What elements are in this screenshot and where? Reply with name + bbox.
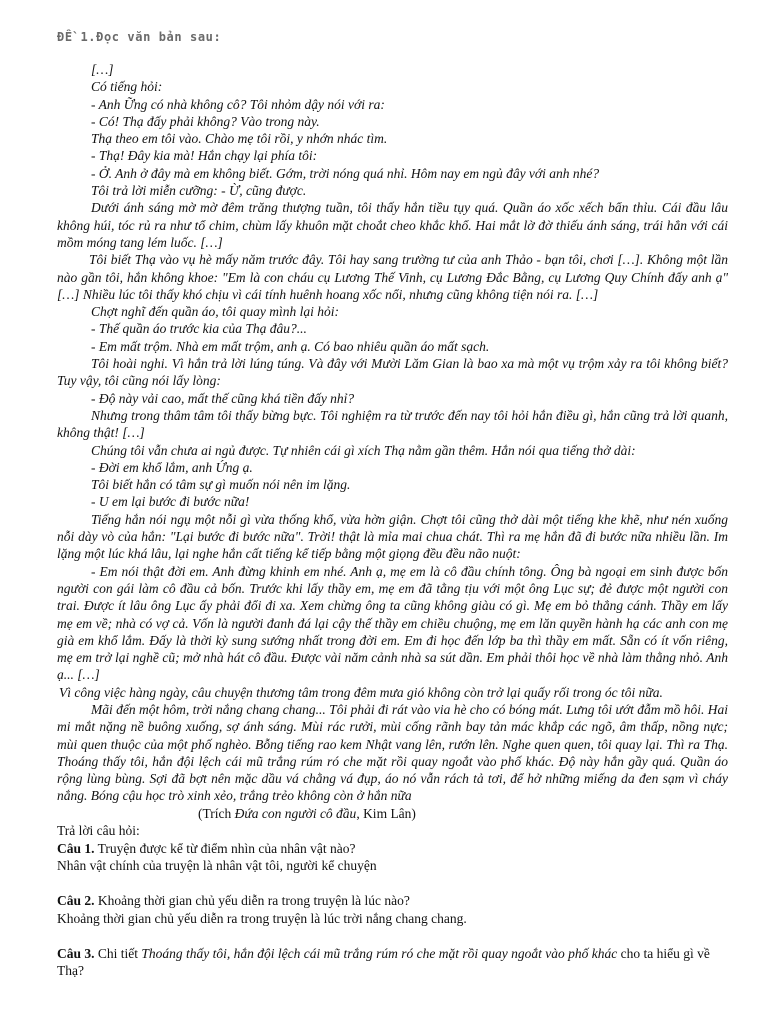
story-paragraph: - Ở. Anh ở đây mà em không biết. Gớm, trời nóng quá nhỉ. Hôm nay em ngủ đây với anh nhé? (91, 165, 600, 181)
questions-section (57, 822, 728, 980)
question-2 (57, 892, 728, 910)
answer-2: Khoảng thời gian chủ yếu diễn ra trong truyện là lúc trời nắng chang chang. (57, 910, 467, 926)
story-paragraph: Có tiếng hỏi: (91, 79, 163, 95)
story-paragraph: Tôi trả lời miễn cưỡng: - Ừ, cũng được. (91, 183, 307, 199)
story-paragraph: Nhưng trong thâm tâm tôi thấy bừng bực. Tôi nghiệm ra từ trước đến nay tôi hỏi hắn điều gì, hắn cũng trả lời quanh, không thật! […] (57, 407, 728, 441)
questions-intro: Trả lời câu hỏi: (57, 823, 140, 839)
citation-close: , Kim Lân) (356, 805, 416, 821)
question-1-text: Truyện được kể từ điểm nhìn của nhân vật nào? (94, 840, 356, 856)
story-paragraph: Mãi đến một hôm, trời nắng chang chang... Tôi phải đi rát vào via hè cho có bóng mát. Lưng tôi ướt đẫm mồ hôi. Hai mi mắt nặng nề buông xuống, sợ ánh sáng. Mùi rác rưởi, mùi cống rãnh bay tản mác khắp các ngõ, âm thấp, nồng nực; mùi quen thuộc của một phố nghèo. Bỗng tiếng rao kem Nhật vang lên, rướn lên. Nghe quen quen, tôi quay lại. Thì ra Thạ. Thoáng thấy tôi, hắn đội lệch cái mũ trắng rúm ró che mặt rồi quay ngoắt vào phố khác. Độ này hắn gầy quá. Quần áo rộng lùng bùng. Sợi đã bợt nên mặc dầu vá chằng vá đụp, áo nó vẫn rách tả tơi, để hở những miếng da đen sạm vì cháy nắng. Bóng cậu học trò xinh xẻo, trắng trẻo không còn ở hắn nữa (57, 701, 728, 804)
question-3-post: cho ta hiểu gì về Thạ? (57, 945, 710, 979)
question-3 (57, 945, 728, 980)
story-paragraph: - U em lại bước đi bước nữa! (91, 494, 250, 510)
story-paragraph: - Thạ! Đây kia mà! Hắn chạy lại phía tôi: (91, 148, 318, 164)
question-3-pre: Chi tiết (94, 945, 142, 961)
story-paragraph: - Em mất trộm. Nhà em mất trộm, anh ạ. Có bao nhiêu quần áo mất sạch. (91, 338, 490, 354)
question-2-text: Khoảng thời gian chủ yếu diễn ra trong truyện là lúc nào? (94, 893, 410, 909)
spacer (57, 927, 728, 945)
story-paragraph: Chúng tôi vẫn chưa ai ngủ được. Tự nhiên cái gì xích Thạ nằm gần thêm. Hắn nói qua tiếng thở dài: (91, 442, 636, 458)
story-paragraph: Vì công việc hàng ngày, câu chuyện thương tâm trong đêm mưa gió không còn trở lại quấy rối trong óc tôi nữa. (59, 684, 663, 700)
story-paragraph: Tôi biết Thạ vào vụ hè mấy năm trước đây. Tôi hay sang trường tư của anh Thảo - bạn tôi, chơi […]. Không một lần nào gần tôi, hắn không khoe: "Em là con cháu cụ Lương Thế Vinh, cụ Lương Đắc Bằng, cụ Lương Quy Chính đấy anh ạ" […] Nhiều lúc tôi thấy khó chịu vì cái tính huênh hoang xốc nổi, nhưng cũng không tiện nói ra. […] (57, 252, 728, 302)
question-2-number: Câu 2. (57, 893, 95, 909)
answer-1: Nhân vật chính của truyện là nhân vật tôi, người kể chuyện (57, 858, 377, 874)
question-1 (57, 840, 728, 858)
story-excerpt (57, 61, 728, 805)
story-paragraph: Tôi hoài nghi. Vì hắn trả lời lúng túng. Và đây với Mười Lăm Gian là bao xa mà một vụ trộm xảy ra tôi không biết? Tuy vậy, tôi cũng nói lấy lòng: (57, 356, 728, 389)
story-paragraph: - Độ này vải cao, mất thế cũng khá tiền đấy nhỉ? (91, 390, 355, 406)
spacer (57, 875, 728, 893)
question-3-number: Câu 3. (57, 945, 95, 961)
story-paragraph: Thạ theo em tôi vào. Chào mẹ tôi rồi, y nhớn nhác tìm. (91, 131, 388, 147)
story-paragraph: […] (91, 62, 114, 77)
story-paragraph: - Thế quần áo trước kia của Thạ đâu?... (91, 321, 307, 337)
citation-title: Đứa con người cô đầu (234, 805, 357, 821)
story-paragraph: Tôi biết hắn có tâm sự gì muốn nói nên im lặng. (91, 477, 351, 493)
story-paragraph: - Em nói thật đời em. Anh đừng khinh em nhé. Anh ạ, mẹ em là cô đầu chính tông. Ông bà ngoại em sinh được bốn người con gái làm cô đầu cả bốn. Trước khi lấy thầy em, mẹ em đã tằng tịu với một ông Lục sự; đẻ được một người con trai. Được ít lâu ông Lục ấy phải đổi đi xa. Xem chừng ông ta cũng không giàu có gì. Mẹ em bỏ thẳng cánh. Thầy em lấy mẹ em về; nhà có vợ cả. Vốn là người đanh đá lại cậy thế thầy em chiều chuộng, mẹ em lăn quyền hành hạ các anh con mẹ già em khổ lắm. Đấy là thời kỳ sung sướng nhất trong đời em. Em đi học đến lớp ba thì thầy em mất. Sẵn có ít vốn riêng, mẹ em trở lại nghề cũ; mở nhà hát cô đầu. Được vài năm cảnh nhà sa sút dần. Em phải thôi học về nhà làm thằng nhỏ. Anh ạ... […] (57, 563, 728, 683)
story-paragraph: - Anh Ững có nhà không cô? Tôi nhỏm dậy nói với ra: (91, 96, 385, 112)
source-citation (198, 805, 728, 822)
question-3-quote: Thoáng thấy tôi, hắn đội lệch cái mũ trắng rúm ró che mặt rồi quay ngoắt vào phố khác (141, 945, 618, 961)
story-paragraph: - Đời em khổ lắm, anh Ứng ạ. (91, 459, 253, 475)
story-paragraph: - Có! Thạ đấy phải không? Vào trong này. (91, 113, 320, 129)
exam-heading: ĐỀ 1.Đọc văn bản sau: (57, 30, 222, 44)
story-paragraph: Dưới ánh sáng mờ mờ đêm trăng thượng tuần, tôi thấy hắn tiều tụy quá. Quần áo xốc xếch bẩn thỉu. Cái đầu lâu không húi, tóc rủ ra như tổ chim, chùm lấy khuôn mặt choắt cheo khắc khổ. Hai mắt lờ đờ thiếu ánh sáng, trái hẳn với cái mồm móng tang lém luốc. […] (57, 200, 728, 250)
story-paragraph: Chợt nghĩ đến quần áo, tôi quay mình lại hỏi: (91, 304, 339, 320)
citation-open: (Trích (198, 805, 235, 821)
question-1-number: Câu 1. (57, 840, 95, 856)
story-paragraph: Tiếng hắn nói ngụ một nỗi gì vừa thống khổ, vừa hờn giận. Chợt tôi cũng thở dài một tiếng khe khẽ, như nén xuống nỗi dày vò của hắn: "Lại bước đi bước nữa". Trời! thật là mỉa mai chua chát. Thì ra mẹ hắn đã đi bước nữa nhiều lần. Im lặng một lúc khá lâu, lại nghe hắn cất tiếng kể tiếp bằng một giọng đều đều não nuột: (57, 511, 728, 562)
